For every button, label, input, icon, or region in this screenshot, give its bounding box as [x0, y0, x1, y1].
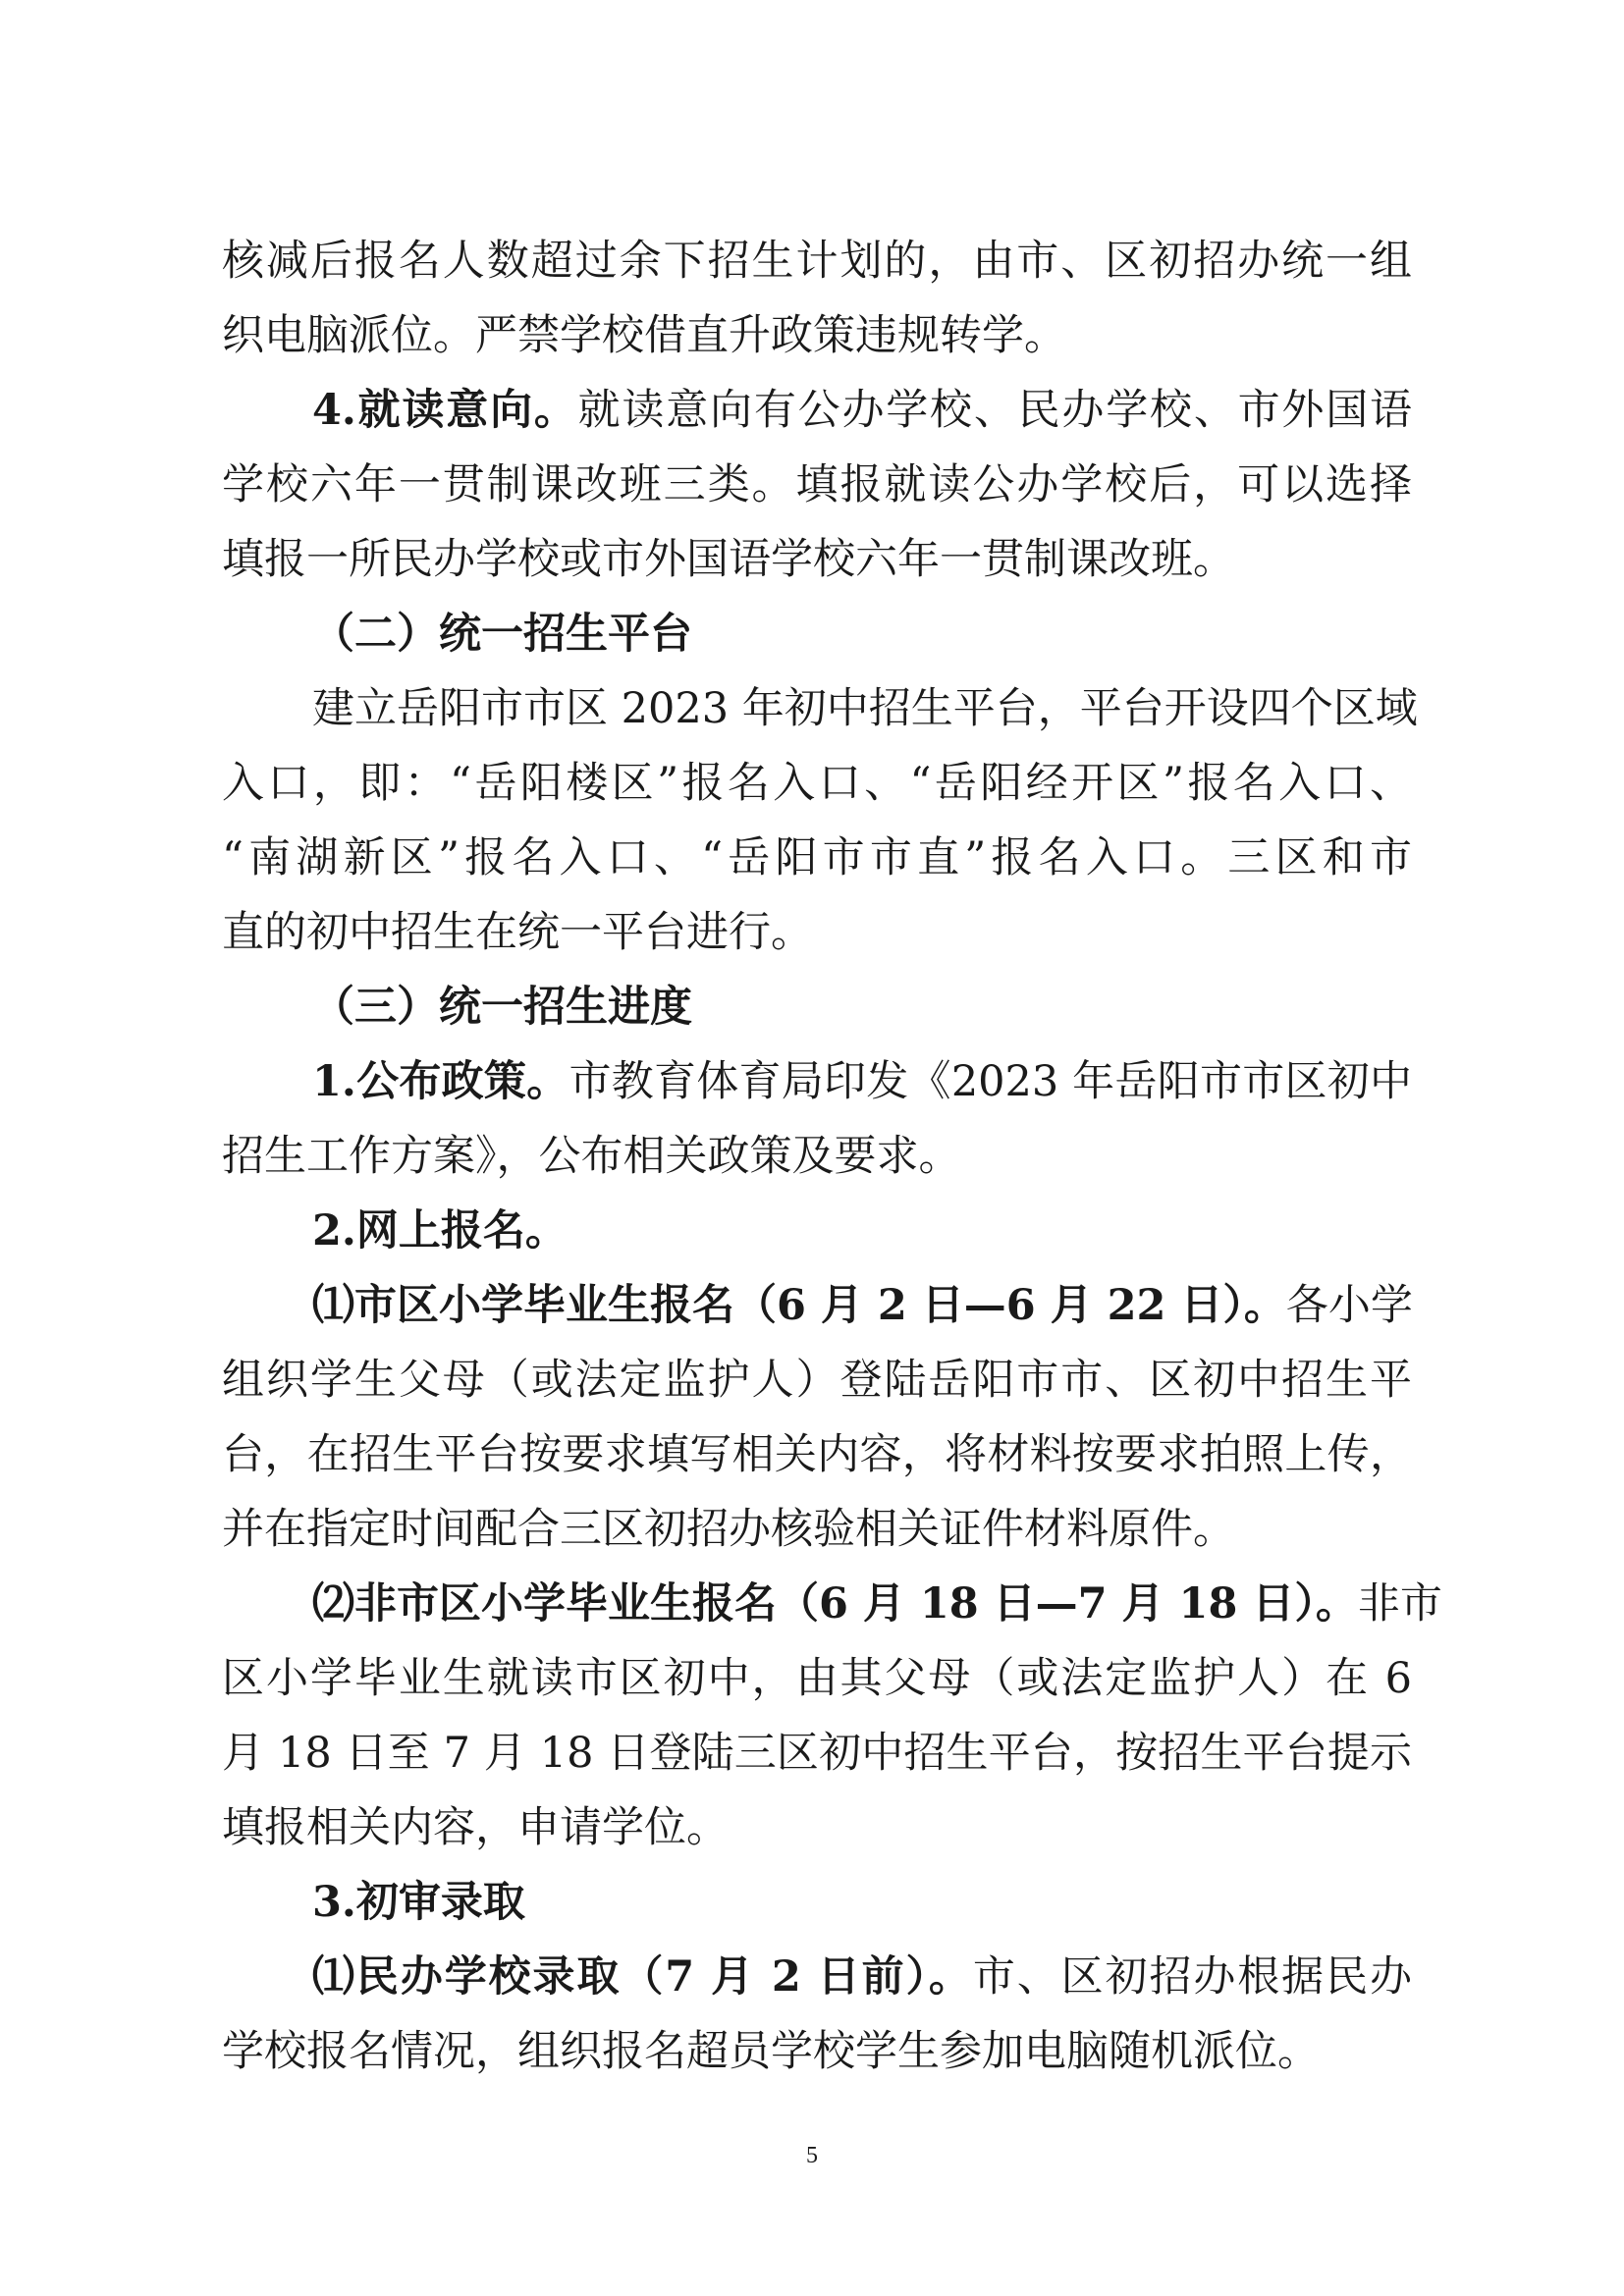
- text-line: [222, 895, 1412, 970]
- text-run: 核减后报名人数超过余下招生计划的，由市、区初招办统一组: [222, 237, 1412, 286]
- text-line: [222, 1492, 1412, 1567]
- text-line: [222, 224, 1412, 298]
- text-run: 非市: [1357, 1579, 1442, 1629]
- text-run: 市、区初招办根据民办: [972, 1952, 1413, 2002]
- bold-text-run: （三）统一招生进度: [312, 983, 692, 1032]
- text-line: [222, 448, 1412, 522]
- text-line: [222, 1343, 1412, 1417]
- text-run: 学校六年一贯制课改班三类。填报就读公办学校后，可以选择: [222, 460, 1412, 509]
- text-run: 招生工作方案》，公布相关政策及要求。: [222, 1132, 961, 1181]
- text-line: [222, 522, 1412, 597]
- text-run: 组织学生父母（或法定监护人）登陆岳阳市市、区初中招生平: [222, 1356, 1412, 1405]
- bold-text-run: ⑴市区小学毕业生报名（6 月 2 日—6 月 22 日）。: [312, 1281, 1286, 1330]
- text-run: 建立岳阳市市区 2023 年初中招生平台，平台开设四个区域: [312, 684, 1418, 733]
- bold-text-run: 2.网上报名。: [312, 1206, 568, 1255]
- text-line: [222, 671, 1418, 746]
- text-run: 月 18 日至 7 月 18 日登陆三区初中招生平台，按招生平台提示: [222, 1729, 1412, 1778]
- text-run: 各小学: [1285, 1281, 1413, 1330]
- text-run: 填报相关内容，申请学位。: [222, 1803, 729, 1852]
- text-line: [222, 1641, 1412, 1716]
- text-line: [222, 821, 1412, 895]
- text-line: [222, 2014, 1412, 2089]
- text-line: [222, 298, 1412, 373]
- text-run: 台，在招生平台按要求填写相关内容，将材料按要求拍照上传，: [222, 1430, 1412, 1479]
- text-line: [222, 1417, 1412, 1492]
- text-run: 入口，即：“岳阳楼区”报名入口、“岳阳经开区”报名入口、: [222, 759, 1412, 808]
- text-run: 市教育体育局印发《2023 年岳阳市市区初中: [568, 1057, 1413, 1106]
- bold-text-run: （二）统一招生平台: [312, 610, 692, 659]
- text-line: [222, 1790, 1412, 1865]
- text-line: [222, 1865, 1412, 1940]
- bold-text-run: 1.公布政策。: [312, 1057, 569, 1106]
- text-run: 就读意向有公办学校、民办学校、市外国语: [577, 386, 1413, 435]
- bold-text-run: ⑴民办学校录取（7 月 2 日前）。: [312, 1952, 973, 2002]
- text-line: [222, 1194, 1412, 1268]
- text-line: [222, 1268, 1412, 1343]
- text-line: [222, 597, 1412, 671]
- bold-text-run: 3.初审录取: [312, 1878, 525, 1927]
- text-line: [222, 1716, 1412, 1790]
- text-line: [222, 970, 1412, 1044]
- text-line: [222, 1940, 1412, 2014]
- text-line: [222, 746, 1412, 821]
- text-line: [222, 1044, 1412, 1119]
- text-line: [222, 1119, 1412, 1194]
- text-run: 织电脑派位。严禁学校借直升政策违规转学。: [222, 311, 1066, 360]
- text-run: 直的初中招生在统一平台进行。: [222, 908, 813, 957]
- text-line: [222, 1567, 1442, 1641]
- text-run: 填报一所民办学校或市外国语学校六年一贯制课改班。: [222, 535, 1235, 584]
- text-run: “南湖新区”报名入口、“岳阳市市直”报名入口。三区和市: [222, 833, 1412, 882]
- bold-text-run: 4.就读意向。: [312, 386, 578, 435]
- text-line: [222, 373, 1412, 448]
- text-run: 区小学毕业生就读市区初中，由其父母（或法定监护人）在 6: [222, 1654, 1412, 1703]
- bold-text-run: ⑵非市区小学毕业生报名（6 月 18 日—7 月 18 日）。: [312, 1579, 1358, 1629]
- text-run: 并在指定时间配合三区初招办核验相关证件材料原件。: [222, 1505, 1235, 1554]
- text-run: 学校报名情况，组织报名超员学校学生参加电脑随机派位。: [222, 2027, 1320, 2076]
- page-number: 5: [806, 2143, 818, 2168]
